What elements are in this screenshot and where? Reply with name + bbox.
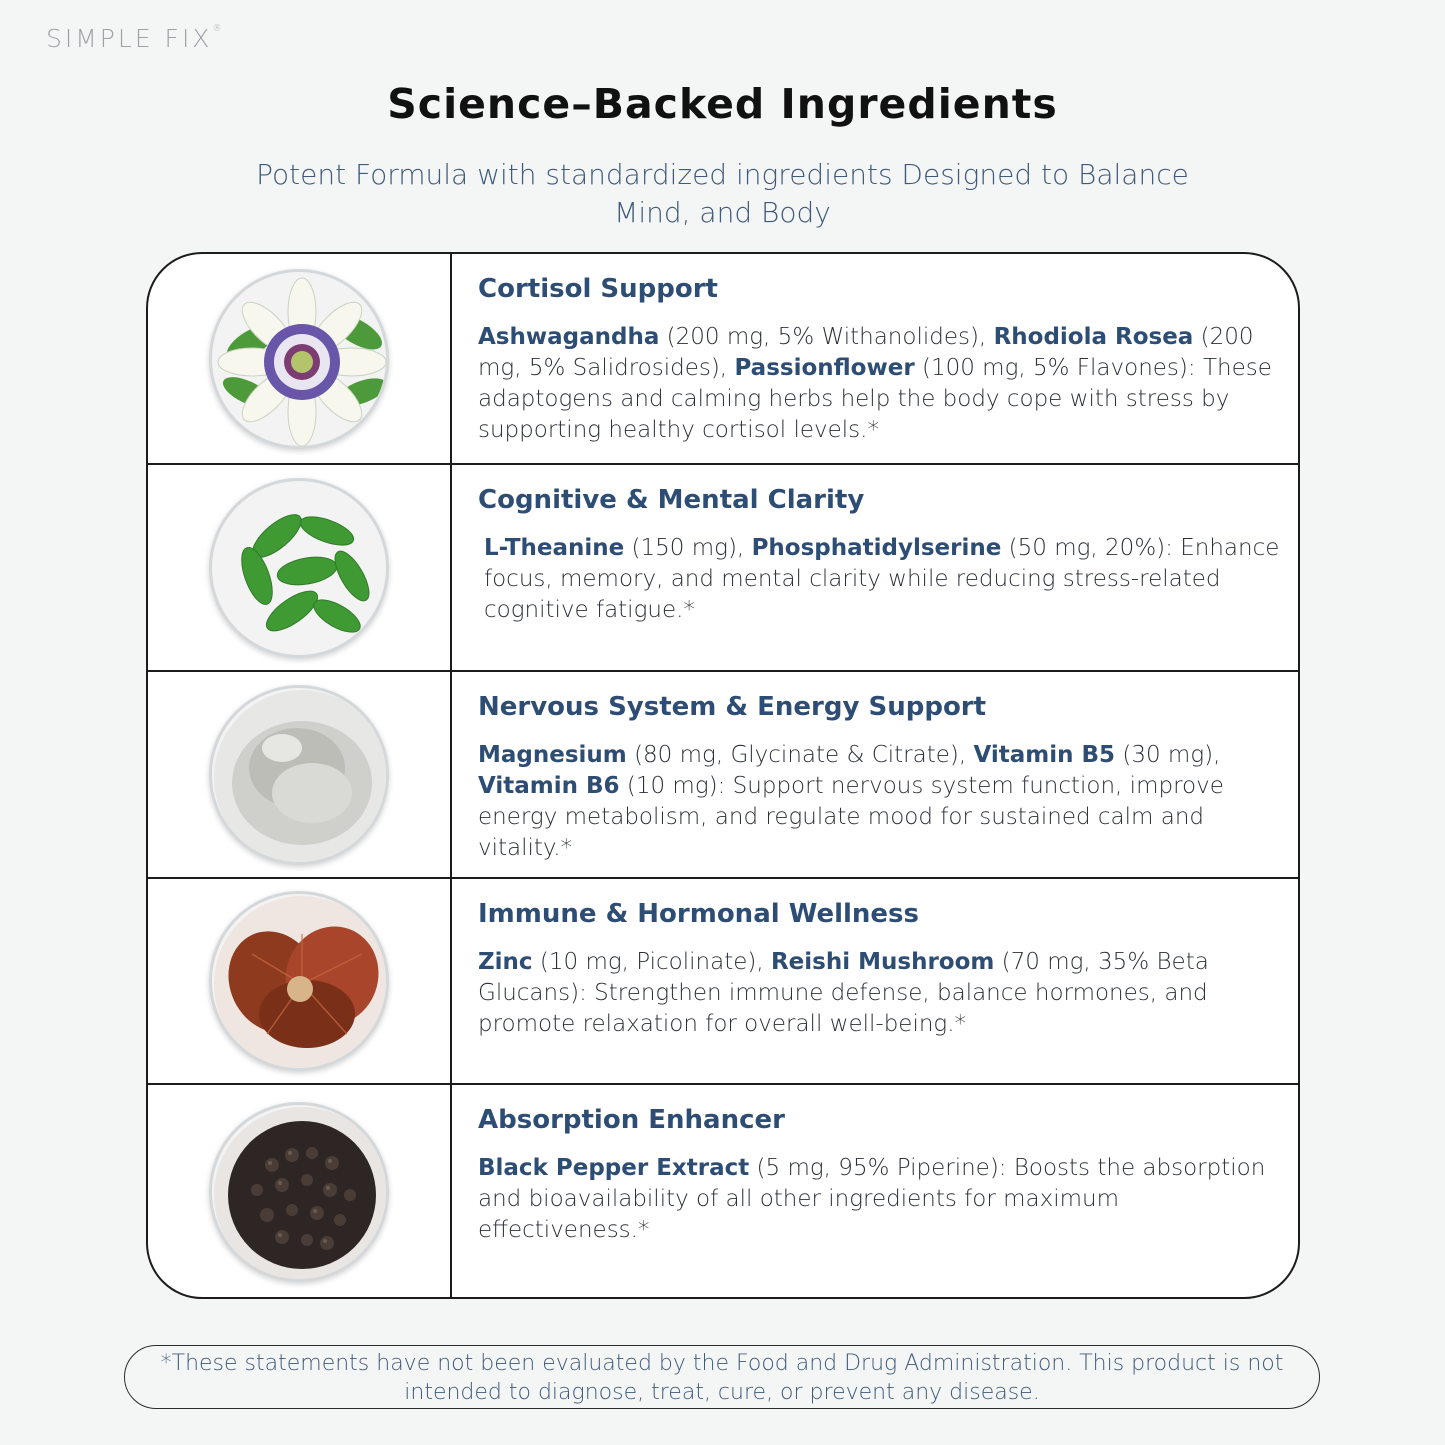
ingredient-row-immune xyxy=(148,879,1298,1085)
row-heading: Absorption Enhancer xyxy=(478,1105,785,1135)
ingredient-name: Black Pepper Extract xyxy=(478,1155,750,1181)
ingredient-name: Phosphatidylserine xyxy=(751,535,1002,561)
brand-mark: ® xyxy=(212,24,225,34)
black-pepper-icon xyxy=(209,1102,389,1282)
ingredient-name: Zinc xyxy=(478,949,533,975)
brand-name: SIMPLE FIX xyxy=(46,24,213,53)
row-description: Ashwagandha (200 mg, 5% Withanolides), Rhodiola Rosea (200 mg, 5% Salidrosides), Passionflower (100 mg, 5% Flavones): These adaptogens and calming herbs help the body cope with stress by supporting healthy cortisol levels.* xyxy=(478,324,1272,443)
row-heading: Nervous System & Energy Support xyxy=(478,692,987,722)
ingredient-name: Passionflower xyxy=(734,355,915,381)
ingredient-row-absorption xyxy=(148,1085,1298,1299)
page-subtitle: Potent Formula with standardized ingredients Designed to Balance Mind, and Body xyxy=(256,158,1189,229)
reishi-mushroom-icon xyxy=(209,891,389,1071)
ingredient-row-cognitive xyxy=(148,465,1298,672)
ingredient-row-cortisol xyxy=(148,254,1298,465)
ingredient-row-nervous xyxy=(148,672,1298,879)
ingredient-name: Rhodiola Rosea xyxy=(993,324,1194,350)
ingredient-name: Vitamin B6 xyxy=(478,773,620,799)
powder-icon xyxy=(209,685,389,865)
row-description: Black Pepper Extract (5 mg, 95% Piperine): Boosts the absorption and bioavailability of all other ingredients for maximum effectiveness.* xyxy=(478,1155,1266,1243)
row-description: Magnesium (80 mg, Glycinate & Citrate), Vitamin B5 (30 mg), Vitamin B6 (10 mg): Support nervous system function, improve energy metabolism, and regulate mood for sustained calm and vitality.* xyxy=(478,742,1224,861)
row-heading: Cortisol Support xyxy=(478,274,718,304)
ingredient-name: L-Theanine xyxy=(484,535,625,561)
brand-logo xyxy=(46,24,224,53)
row-description: Zinc (10 mg, Picolinate), Reishi Mushroom (70 mg, 35% Beta Glucans): Strengthen immune defense, balance hormones, and promote relaxation for overall well-being.* xyxy=(478,949,1209,1037)
ingredient-name: Ashwagandha xyxy=(478,324,660,350)
ingredients-table xyxy=(146,252,1300,1299)
tea-leaves-icon xyxy=(209,478,389,658)
ingredient-name: Magnesium xyxy=(478,742,627,768)
passionflower-icon xyxy=(209,269,389,449)
ingredient-name: Vitamin B5 xyxy=(973,742,1116,768)
row-heading: Cognitive & Mental Clarity xyxy=(478,485,865,515)
ingredient-name: Reishi Mushroom xyxy=(770,949,995,975)
page-title: Science–Backed Ingredients xyxy=(387,80,1058,128)
fda-disclaimer: *These statements have not been evaluated by the Food and Drug Administration. This product is not intended to diagnose, treat, cure, or prevent any disease. xyxy=(124,1345,1320,1409)
row-heading: Immune & Hormonal Wellness xyxy=(478,899,920,929)
row-description: L-Theanine (150 mg), Phosphatidylserine (50 mg, 20%): Enhance focus, memory, and mental clarity while reducing stress-related cognitive fatigue.* xyxy=(484,535,1280,623)
